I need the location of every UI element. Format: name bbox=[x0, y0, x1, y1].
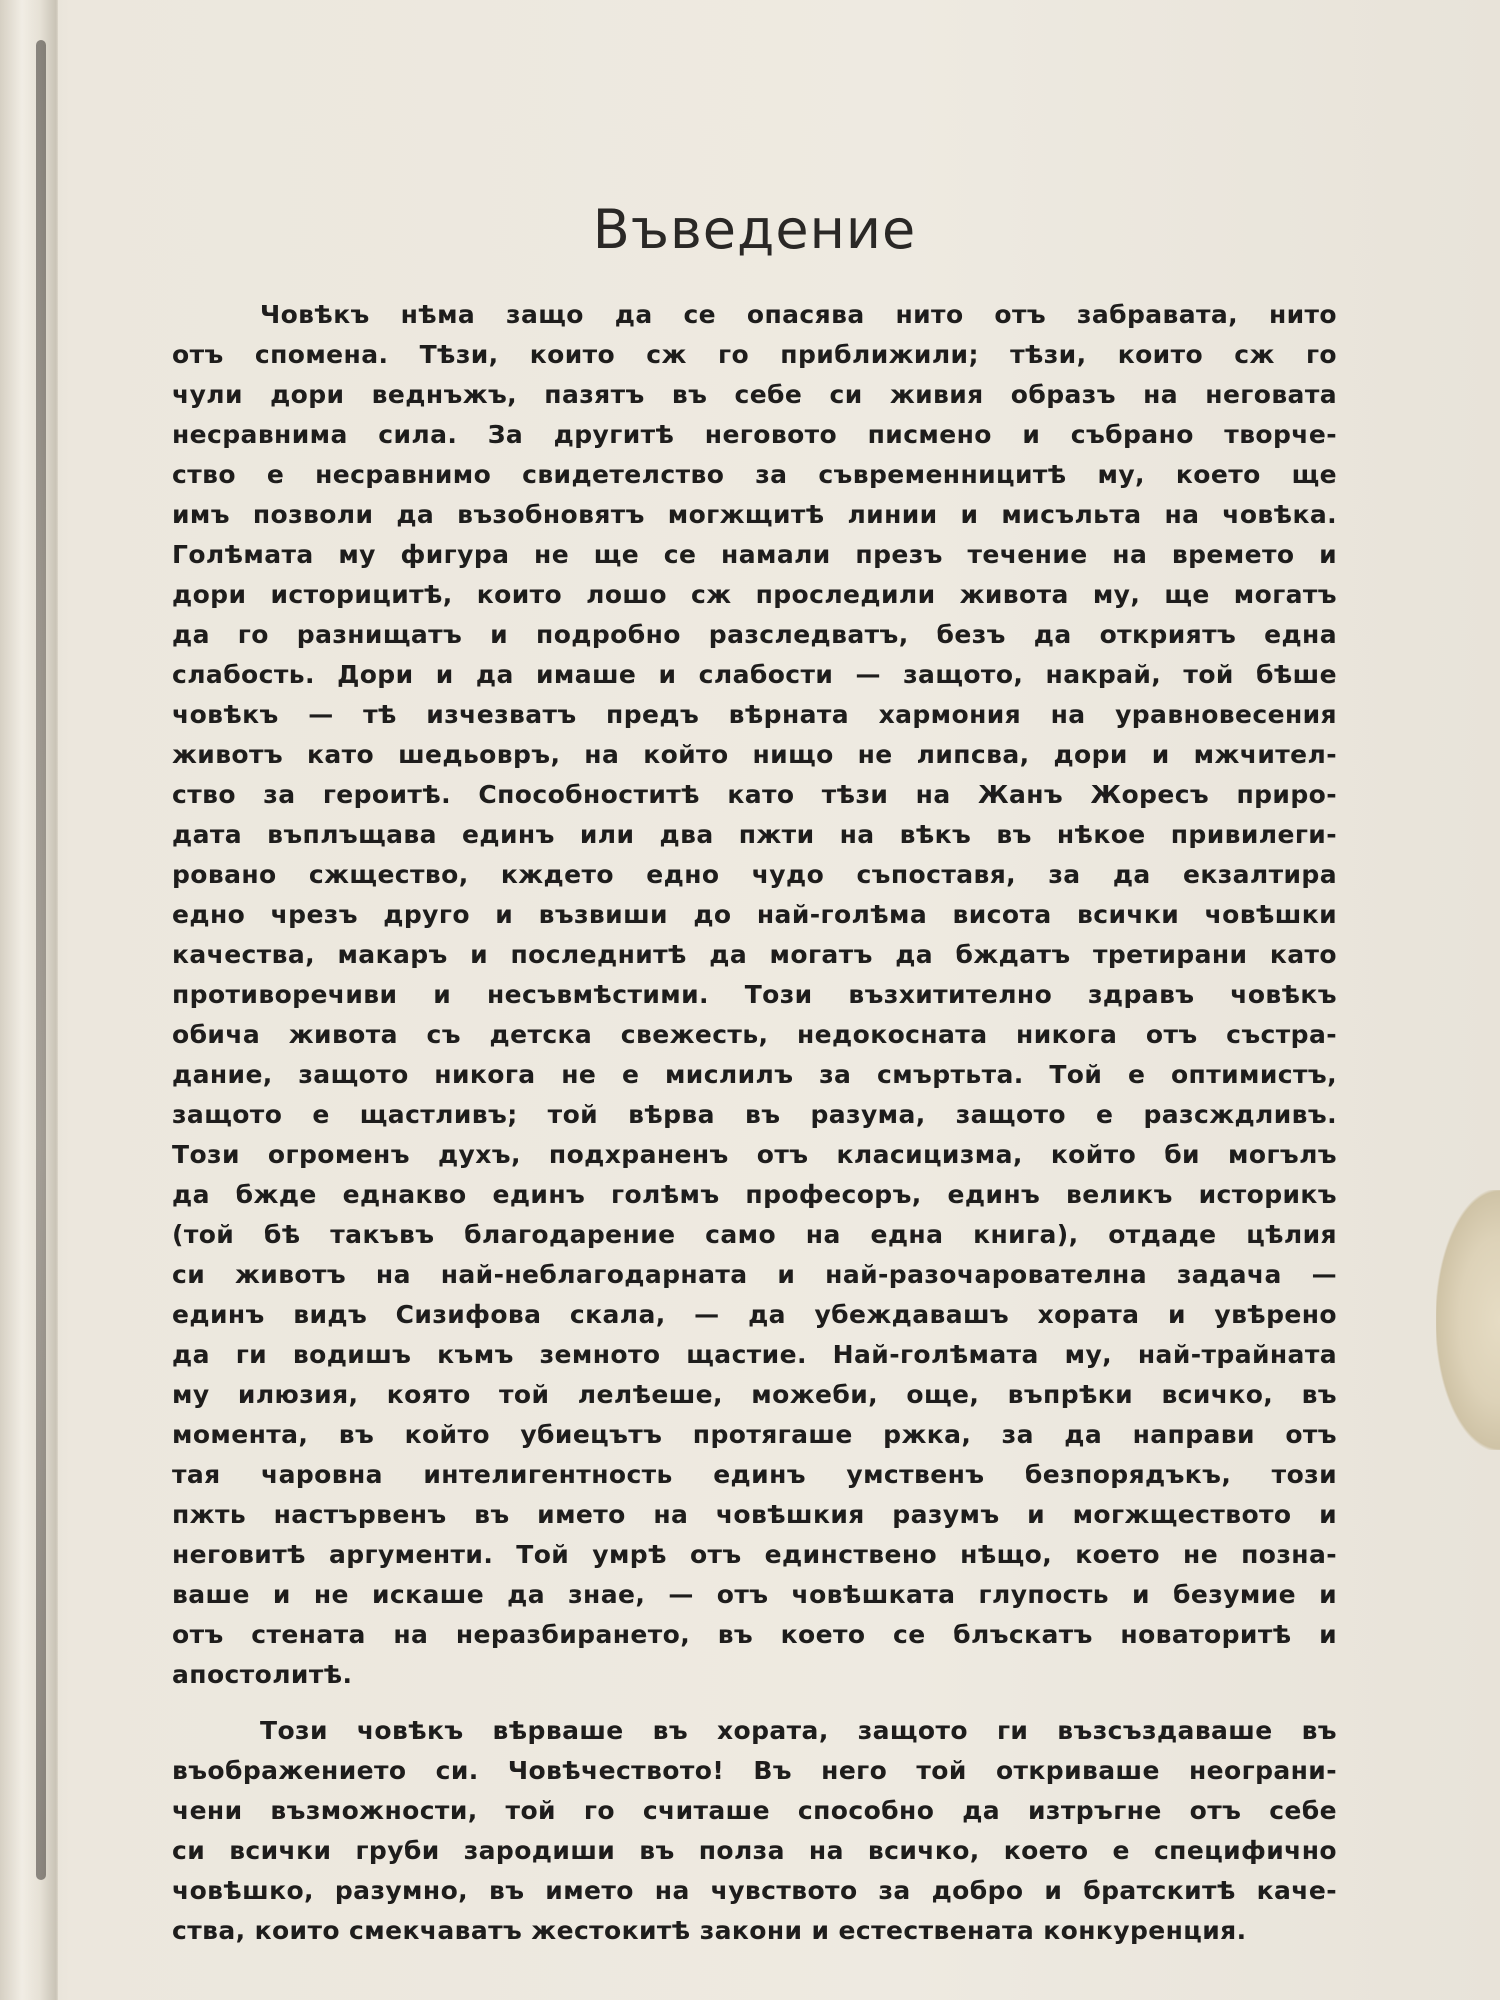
text-line: човѣшко, разумно, въ името на чувството за добро и братскитѣ каче- bbox=[172, 1876, 1337, 1905]
text-line: да го разнищатъ и подробно разследватъ, безъ да откриятъ една bbox=[172, 620, 1337, 649]
text-line: едно чрезъ друго и възвиши до най-голѣма висота всички човѣшки bbox=[172, 900, 1337, 929]
text-line: да ги водишъ къмъ земното щастие. Най-голѣмата му, най-трайната bbox=[172, 1340, 1337, 1369]
text-line: момента, въ който убиецътъ протягаше ржка, за да направи отъ bbox=[172, 1420, 1337, 1449]
text-line: чени възможности, той го считаше способно да изтръгне отъ себе bbox=[172, 1796, 1337, 1825]
text-line: животъ като шедьовръ, на който нищо не липсва, дори и мжчител- bbox=[172, 740, 1337, 769]
text-line: да бжде еднакво единъ голѣмъ професоръ, единъ великъ историкъ bbox=[172, 1180, 1337, 1209]
text-line: противоречиви и несъвмѣстими. Този възхитително здравъ човѣкъ bbox=[172, 980, 1337, 1009]
book-spine-binding bbox=[0, 0, 58, 2000]
text-line: Този огроменъ духъ, подхраненъ отъ класицизма, който би могълъ bbox=[172, 1140, 1337, 1169]
text-line: неговитѣ аргументи. Той умрѣ отъ единствено нѣщо, което не позна- bbox=[172, 1540, 1337, 1569]
text-line: слабость. Дори и да имаше и слабости — защото, накрай, той бѣше bbox=[172, 660, 1337, 689]
text-line: ровано сжщество, кждето едно чудо съпоставя, за да екзалтира bbox=[172, 860, 1337, 889]
text-line: човѣкъ — тѣ изчезватъ предъ вѣрната хармония на уравновесения bbox=[172, 700, 1337, 729]
text-line: (той бѣ такъвъ благодарение само на една книга), отдаде цѣлия bbox=[172, 1220, 1337, 1249]
text-line: си животъ на най-неблагодарната и най-разочарователна задача — bbox=[172, 1260, 1337, 1289]
text-line: дание, защото никога не е мислилъ за смъртьта. Той е оптимистъ, bbox=[172, 1060, 1337, 1089]
binding-shadow bbox=[36, 40, 46, 1880]
text-line: дори историцитѣ, които лошо сж проследили живота му, ще могатъ bbox=[172, 580, 1337, 609]
text-line: апостолитѣ. bbox=[172, 1660, 353, 1689]
text-line: ство е несравнимо свидетелство за съвременницитѣ му, което ще bbox=[172, 460, 1337, 489]
text-line: Този човѣкъ вѣрваше въ хората, защото ги възсъздаваше въ bbox=[260, 1716, 1337, 1745]
text-line: защото е щастливъ; той вѣрва въ разума, защото е разсждливъ. bbox=[172, 1100, 1337, 1129]
page-content bbox=[172, 198, 1337, 1951]
text-line: пжть настървенъ въ името на човѣшкия разумъ и могжществото и bbox=[172, 1500, 1337, 1529]
text-line: качества, макаръ и последнитѣ да могатъ да бждатъ третирани като bbox=[172, 940, 1337, 969]
text-line: Човѣкъ нѣма защо да се опасява нито отъ забравата, нито bbox=[260, 300, 1337, 329]
text-line: отъ спомена. Тѣзи, които сж го приближили; тѣзи, които сж го bbox=[172, 340, 1337, 369]
page-title: Въведение bbox=[592, 198, 917, 261]
text-line: единъ видъ Сизифова скала, — да убеждавашъ хората и увѣрено bbox=[172, 1300, 1337, 1329]
paragraph-2 bbox=[172, 1711, 1337, 1951]
text-line: Голѣмата му фигура не ще се намали презъ течение на времето и bbox=[172, 540, 1337, 569]
text-line: отъ стената на неразбирането, въ което се блъскатъ новаторитѣ и bbox=[172, 1620, 1337, 1649]
text-line: му илюзия, която той лелѣеше, можеби, още, въпрѣки всичко, въ bbox=[172, 1380, 1337, 1409]
text-line: несравнима сила. За другитѣ неговото писмено и събрано творче- bbox=[172, 420, 1337, 449]
torn-page-edge bbox=[1436, 1190, 1500, 1450]
paragraph-1 bbox=[172, 295, 1337, 1695]
text-line: обича живота съ детска свежесть, недокосната никога отъ състра- bbox=[172, 1020, 1337, 1049]
text-line: ство за героитѣ. Способноститѣ като тѣзи на Жанъ Жоресъ приро- bbox=[172, 780, 1337, 809]
text-line: чули дори веднъжъ, пазятъ въ себе си живия образъ на неговата bbox=[172, 380, 1337, 409]
text-line: тая чаровна интелигентность единъ умственъ безпорядъкъ, този bbox=[172, 1460, 1337, 1489]
text-line: си всички груби зародиши въ полза на всичко, което е специфично bbox=[172, 1836, 1337, 1865]
text-line: имъ позволи да възобновятъ могжщитѣ линии и мисъльта на човѣка. bbox=[172, 500, 1337, 529]
text-line: ства, които смекчаватъ жестокитѣ закони и естествената конкуренция. bbox=[172, 1916, 1247, 1945]
text-line: ваше и не искаше да знае, — отъ човѣшката глупость и безумие и bbox=[172, 1580, 1337, 1609]
text-line: дата въплъщава единъ или два пжти на вѣкъ въ нѣкое привилеги- bbox=[172, 820, 1337, 849]
text-line: въображението си. Човѣчеството! Въ него той откриваше неограни- bbox=[172, 1756, 1337, 1785]
